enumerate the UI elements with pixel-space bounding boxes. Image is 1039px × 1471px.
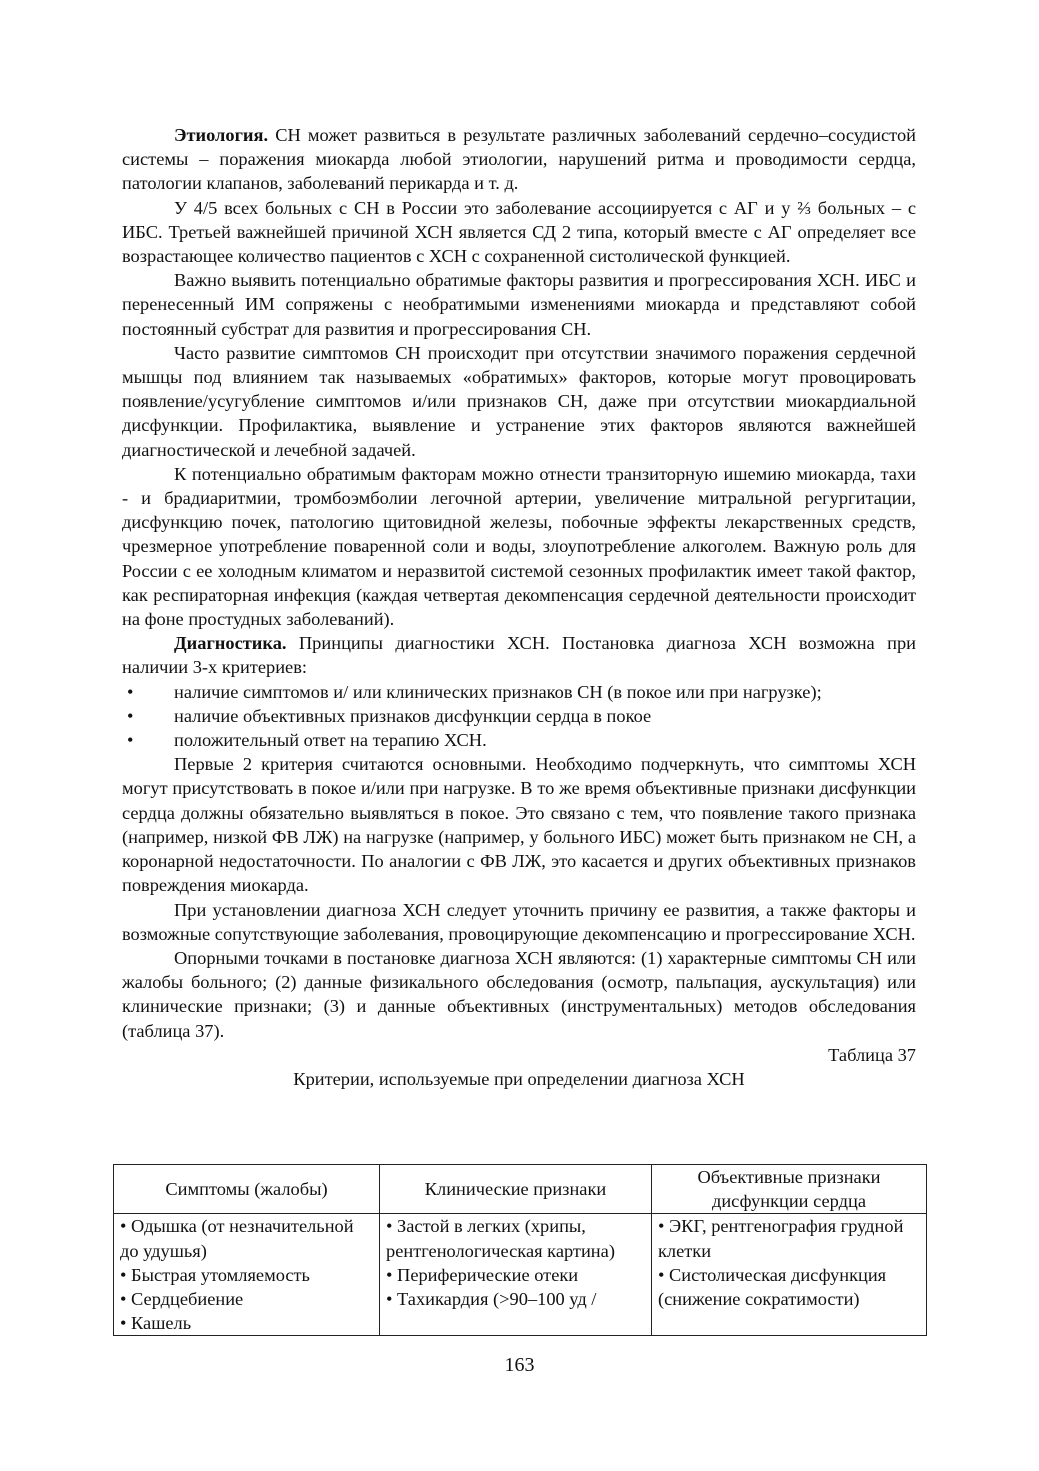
table-header-symptoms: Симптомы (жалобы) [114,1165,380,1214]
bullet-marker: • [127,730,134,751]
paragraph-key-points: Опорными точками в постановке диагноза ХСН являются: (1) характерные симптомы СН или жалобы больного; (2) данные физикального обследования (осмотр, пальпация, аускультация) или клинические признаки; (3) и данные объективных (инструментальных) методов обследования (таблица 37). [122,947,916,1041]
paragraph-main-criteria: Первые 2 критерия считаются основными. Необходимо подчеркнуть, что симптомы ХСН могут присутствовать в покое и/или при нагрузке. В то же время объективные признаки дисфункции сердца должны обязательно выявляться в покое. Это связано с тем, что появление такого признака (например, низкой ФВ ЛЖ) на нагрузке (например, у больного ИБС) может быть признаком не СН, а коронарной недостаточности. По аналогии с ФВ ЛЖ, это касается и других объективных признаков повреждения миокарда. [122,754,916,896]
list-item: • положительный ответ на терапию ХСН. [122,728,916,752]
criteria-bullet-list [122,680,916,753]
table-cell-line: • Сердцебиение [120,1289,244,1310]
paragraph-factor-list: К потенциально обратимым факторам можно отнести транзиторную ишемию миокарда, тахи - и брадиаритмии, тромбоэмболии легочной артерии, увеличение митральной регургитации, дисфункцию почек, патологию щитовидной железы, побочные эффекты лекарственных средств, чрезмерное употребление поваренной соли и воды, злоупотребление алкоголем. Важную роль для России с ее холодным климатом и неразвитой системой сезонных профилактик имеет такой фактор, как респираторная инфекция (каждая четвертая декомпенсация сердечной деятельности происходит на фоне простудных заболеваний). [122,463,916,630]
diagnostics-text: Принципы диагностики ХСН. Постановка диагноза ХСН возможна при наличии 3-х критериев: [122,633,916,678]
table-number: Таблица 37 [828,1044,916,1065]
table-cell-line: • Тахикардия (>90–100 уд / [386,1289,597,1310]
paragraph-diagnostics [122,631,916,679]
table-header-objective: Объективные признаки дисфункции сердца [652,1165,927,1214]
table-header-clinical: Клинические признаки [380,1165,652,1214]
paragraph-etiology [122,123,916,196]
table-cell-line: • ЭКГ, рентгенография грудной клетки [658,1216,904,1261]
list-item: • наличие симптомов и/ или клинических признаков СН (в покое или при нагрузке); [122,680,916,704]
paragraph-symptoms-development: Часто развитие симптомов СН происходит при отсутствии значимого поражения сердечной мышцы под влиянием так называемых «обратимых» факторов, которые могут провоцировать появление/усугубление симптомов и/или признаков СН, даже при отсутствии миокардиальной дисфункции. Профилактика, выявление и устранение этих факторов являются важнейшей диагностической и лечебной задачей. [122,342,916,460]
bullet-marker: • [127,705,134,726]
table-cell-line: • Одышка (от незначительной до удушья) [120,1216,354,1261]
table-caption: Критерии, используемые при определении диагноза ХСН [293,1068,745,1089]
page-body [122,123,916,1091]
bullet-marker: • [127,681,134,702]
table-cell-objective [652,1214,927,1336]
table-header-row [114,1165,927,1214]
page-number: 163 [504,1354,535,1376]
table-cell-line: • Кашель [120,1313,192,1334]
table-cell-line: • Быстрая утомляемость [120,1264,310,1285]
table-cell-clinical [380,1214,652,1336]
table-row [114,1214,927,1336]
table-cell-line: • Застой в легких (хрипы, рентгенологическая картина) [386,1216,615,1261]
table-cell-symptoms [114,1214,380,1336]
paragraph-reversible-factors: Важно выявить потенциально обратимые факторы развития и прогрессирования ХСН. ИБС и перенесенный ИМ сопряжены с необратимыми изменениями миокарда и представляют собой постоянный субстрат для развития и прогрессирования СН. [122,270,916,339]
paragraph-prevalence: У 4/5 всех больных с СН в России это заболевание ассоциируется с АГ и у ⅔ больных – с ИБС. Третьей важнейшей причиной ХСН является СД 2 типа, который вместе с АГ определяет все возрастающее количество пациентов с ХСН с сохраненной систолической функцией. [122,197,916,267]
criteria-table [113,1164,927,1336]
table-cell-line: • Систолическая дисфункция (снижение сократимости) [658,1264,887,1310]
diagnostics-heading: Диагностика. [174,633,287,654]
etiology-text: СН может развиться в результате различных заболеваний сердечно–сосудистой системы – поражения миокарда любой этиологии, нарушений ритма и проводимости сердца, патологии клапанов, заболеваний перикарда и т. д. [122,125,916,194]
paragraph-cause: При установлении диагноза ХСН следует уточнить причину ее развития, а также факторы и возможные сопутствующие заболевания, провоцирующие декомпенсацию и прогрессирование ХСН. [122,899,916,944]
table-cell-line: • Периферические отеки [386,1264,579,1285]
list-item: • наличие объективных признаков дисфункции сердца в покое [122,704,916,728]
etiology-heading: Этиология. [174,125,269,145]
